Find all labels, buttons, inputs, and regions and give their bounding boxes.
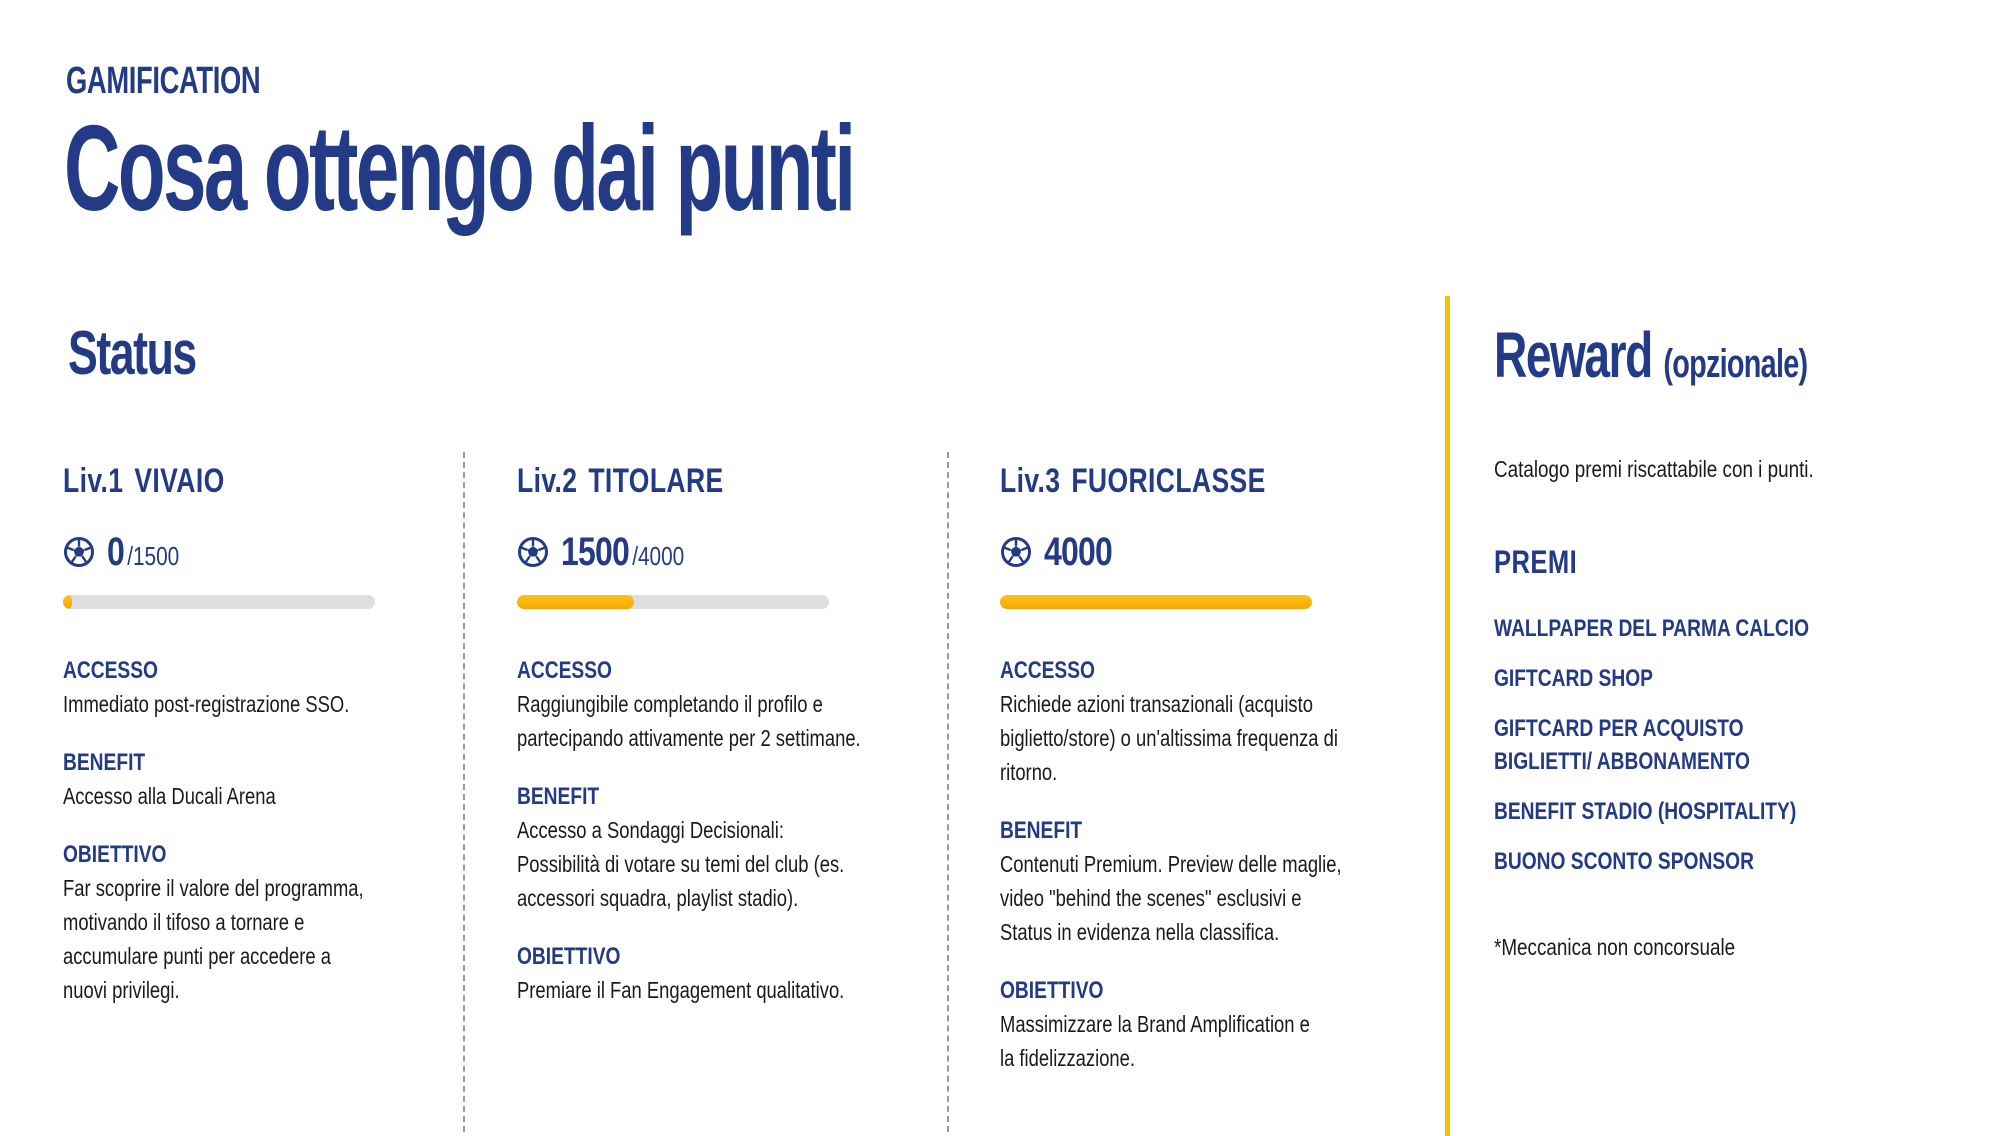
- access-section: [517, 657, 957, 755]
- progress-bar: [517, 595, 829, 609]
- prizes-list: [1494, 612, 1894, 895]
- section-label: BENEFIT: [63, 749, 146, 776]
- level-name: VIVAIO: [134, 462, 225, 500]
- section-text: Raggiungibile completando il profilo e partecipando attivamente per 2 settimane.: [517, 691, 861, 751]
- goal-section: [1000, 977, 1440, 1075]
- section-label: ACCESSO: [63, 657, 158, 684]
- section-label: ACCESSO: [517, 657, 612, 684]
- points-row: [517, 529, 957, 575]
- prize-item: WALLPAPER DEL PARMA CALCIO: [1494, 615, 1810, 642]
- footnote: *Meccanica non concorsuale: [1494, 934, 1736, 960]
- level-card-3: [1000, 462, 1440, 1075]
- level-name: FUORICLASSE: [1071, 462, 1266, 500]
- prize-item: GIFTCARD SHOP: [1494, 665, 1653, 692]
- section-label: BENEFIT: [1000, 817, 1083, 844]
- level-card-2: [517, 462, 957, 1007]
- level-title: [1000, 462, 1343, 501]
- points-row: [63, 529, 503, 575]
- level-title: [63, 462, 406, 501]
- reward-description: Catalogo premi riscattabile con i punti.: [1494, 456, 1814, 482]
- points-current: 0: [107, 529, 124, 574]
- soccer-ball-icon: [1000, 536, 1032, 568]
- prize-item: BENEFIT STADIO (HOSPITALITY): [1494, 798, 1797, 825]
- access-section: [63, 657, 503, 721]
- section-text: Richiede azioni transazionali (acquisto biglietto/store) o un'altissima frequenza di ritorno.: [1000, 691, 1338, 785]
- section-eyebrow: GAMIFICATION: [66, 60, 261, 102]
- benefit-section: [63, 749, 503, 813]
- progress-fill: [1000, 595, 1312, 609]
- section-text: Far scoprire il valore del programma, motivando il tifoso a tornare e accumulare punti per accedere a nuovi privilegi.: [63, 875, 364, 1003]
- points-current: 4000: [1044, 529, 1112, 574]
- section-label: OBIETTIVO: [1000, 977, 1104, 1004]
- section-text: Contenuti Premium. Preview delle maglie, video "behind the scenes" esclusivi e Status in evidenza nella classifica.: [1000, 851, 1342, 945]
- soccer-ball-icon: [63, 536, 95, 568]
- points-current: 1500: [561, 529, 629, 574]
- benefit-section: [517, 783, 957, 915]
- progress-bar: [1000, 595, 1312, 609]
- progress-fill: [517, 595, 634, 609]
- reward-heading-title: Reward: [1494, 319, 1652, 391]
- points-row: [1000, 529, 1440, 575]
- progress-fill: [63, 595, 72, 609]
- points-max: /4000: [632, 540, 685, 571]
- access-section: [1000, 657, 1440, 789]
- section-label: BENEFIT: [517, 783, 600, 810]
- goal-section: [517, 943, 957, 1007]
- section-text: Premiare il Fan Engagement qualitativo.: [517, 977, 845, 1003]
- level-number: Liv.1: [63, 462, 124, 500]
- section-label: OBIETTIVO: [517, 943, 621, 970]
- level-card-1: [63, 462, 503, 1007]
- page-title: Cosa ottengo dai punti: [64, 100, 854, 236]
- reward-heading-note: (opzionale): [1663, 342, 1808, 386]
- prize-item: GIFTCARD PER ACQUISTO BIGLIETTI/ ABBONAMENTO: [1494, 715, 1750, 775]
- prize-item: BUONO SCONTO SPONSOR: [1494, 848, 1754, 875]
- section-text: Accesso alla Ducali Arena: [63, 783, 276, 809]
- section-text: Massimizzare la Brand Amplification e la fidelizzazione.: [1000, 1011, 1310, 1071]
- section-label: ACCESSO: [1000, 657, 1095, 684]
- goal-section: [63, 841, 503, 1007]
- section-label: OBIETTIVO: [63, 841, 167, 868]
- prizes-heading: PREMI: [1494, 544, 1578, 580]
- section-text: Immediato post-registrazione SSO.: [63, 691, 350, 717]
- status-heading: Status: [68, 319, 196, 388]
- level-number: Liv.3: [1000, 462, 1061, 500]
- level-name: TITOLARE: [588, 462, 724, 500]
- progress-bar: [63, 595, 375, 609]
- level-title: [517, 462, 860, 501]
- reward-divider: [1445, 296, 1450, 1136]
- benefit-section: [1000, 817, 1440, 949]
- points-max: /1500: [127, 540, 180, 571]
- soccer-ball-icon: [517, 536, 549, 568]
- level-number: Liv.2: [517, 462, 578, 500]
- reward-heading: [1494, 318, 1807, 392]
- section-text: Accesso a Sondaggi Decisionali: Possibilità di votare su temi del club (es. accessori squadra, playlist stadio).: [517, 817, 845, 911]
